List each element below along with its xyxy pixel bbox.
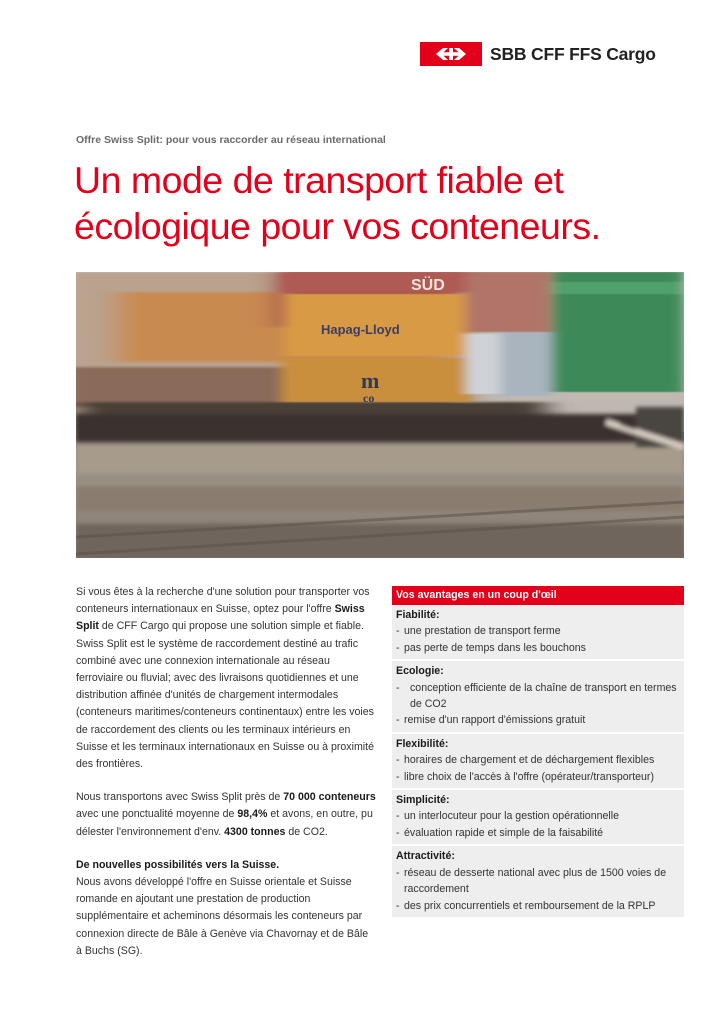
advantage-line-text: un interlocuteur pour la gestion opérationnelle — [404, 810, 619, 823]
advantage-title: Ecologie: — [396, 665, 444, 678]
kicker: Offre Swiss Split: pour vous raccorder au réseau international — [76, 134, 386, 146]
headline-line-1: Un mode de transport fiable et — [74, 159, 564, 201]
intro-bold-swiss-split: Swiss Split — [76, 603, 365, 633]
advantage-line-text: horaires de chargement et de déchargement flexibles — [404, 754, 655, 767]
container-text-hapag: Hapag-Lloyd — [321, 322, 400, 337]
intro-text-c: de CFF Cargo qui propose une solution simple et fiable. Swiss Split est le système de raccordement destiné au trafic combiné avec une connexion internationale au réseau ferroviaire ou fluvial; avec des livraisons quotidiennes et une distribution affinée d'unités de chargement intermodales (conteneurs maritimes/conteneurs continentaux) entre les voies de raccordement des clients ou les terminaux intérieurs en Suisse et les terminaux internationaux en Suisse ou à proximité des frontières. — [76, 620, 374, 771]
news-text: Nous avons développé l'offre en Suisse orientale et Suisse romande en ajoutant une prestation de production supplémentaire et acheminons désormais les conteneurs par connexion directe de Bâle à Genève via Chavornay et de Bâle à Buchs (SG). — [76, 876, 369, 957]
figures-bold-containers: 70 000 conteneurs — [283, 791, 376, 804]
advantage-attractivite — [392, 846, 684, 919]
container-text-m: m — [361, 368, 380, 393]
intro-paragraph — [76, 584, 376, 773]
brand-logo — [420, 42, 656, 66]
advantages-panel — [392, 586, 684, 919]
figures-text-g: de CO2. — [285, 825, 328, 838]
advantage-line-text: libre choix de l'accès à l'offre (opérateur/transporteur) — [404, 770, 654, 783]
advantage-line: - des prix concurrentiels et remboursement de la RPLP — [396, 898, 680, 914]
advantage-simplicite — [392, 790, 684, 846]
advantage-line: - libre choix de l'accès à l'offre (opérateur/transporteur) — [396, 769, 680, 785]
advantage-line-text: réseau de desserte national avec plus de 1500 voies de raccordement — [404, 866, 667, 896]
train-photo — [76, 272, 684, 558]
advantage-title: Attractivité: — [396, 850, 455, 863]
figures-text-c: avec une ponctualité moyenne de — [76, 808, 238, 821]
advantage-line: - évaluation rapide et simple de la faisabilité — [396, 825, 680, 841]
news-heading: De nouvelles possibilités vers la Suisse. — [76, 858, 280, 871]
advantage-line-text: une prestation de transport ferme — [404, 625, 561, 638]
figures-paragraph — [76, 789, 376, 841]
brand-name: SBB CFF FFS Cargo — [490, 43, 656, 64]
advantage-line-text: pas perte de temps dans les bouchons — [404, 641, 586, 654]
figures-bold-punctuality: 98,4% — [237, 808, 268, 821]
body-text — [76, 584, 376, 976]
advantage-ecologie — [392, 661, 684, 734]
sbb-swiss-cross-icon — [420, 42, 482, 66]
headline — [74, 157, 674, 249]
advantage-line-text: des prix concurrentiels et remboursement de la RPLP — [404, 899, 656, 912]
advantage-line-text: remise d'un rapport d'émissions gratuit — [404, 714, 586, 727]
advantage-line: - conception efficiente de la chaîne de transport en termes de CO2 — [396, 680, 680, 713]
intro-text-a: Si vous êtes à la recherche d'une solution pour transporter vos conteneurs internationaux en Suisse, optez pour l'offre — [76, 586, 370, 616]
advantages-title: Vos avantages en un coup d'œil — [392, 586, 684, 605]
container-text-co: co — [363, 391, 375, 405]
advantage-line: - un interlocuteur pour la gestion opérationnelle — [396, 808, 680, 824]
figures-bold-tonnes: 4300 tonnes — [224, 825, 286, 838]
advantage-line-text: conception efficiente de la chaîne de transport en termes de CO2 — [410, 681, 677, 711]
advantage-title: Simplicité: — [396, 794, 450, 807]
advantage-line: - remise d'un rapport d'émissions gratuit — [396, 712, 680, 728]
advantage-line-text: évaluation rapide et simple de la faisabilité — [404, 826, 604, 839]
figures-text-e: et avons, en outre, pu délester l'environnement d'env. — [76, 808, 373, 838]
advantage-fiabilite — [392, 605, 684, 661]
headline-line-2: écologique pour vos conteneurs. — [74, 205, 601, 247]
advantage-line: - horaires de chargement et de déchargement flexibles — [396, 752, 680, 768]
container-text-sud: SÜD — [411, 277, 445, 294]
advantage-flexibilite — [392, 734, 684, 790]
figures-text-a: Nous transportons avec Swiss Split près de — [76, 791, 284, 804]
advantage-line: - une prestation de transport ferme — [396, 623, 680, 639]
advantage-title: Flexibilité: — [396, 737, 449, 750]
advantage-line: - pas perte de temps dans les bouchons — [396, 640, 680, 656]
advantage-line: - réseau de desserte national avec plus de 1500 voies de raccordement — [396, 865, 680, 898]
advantage-title: Fiabilité: — [396, 609, 440, 621]
news-paragraph — [76, 857, 376, 960]
